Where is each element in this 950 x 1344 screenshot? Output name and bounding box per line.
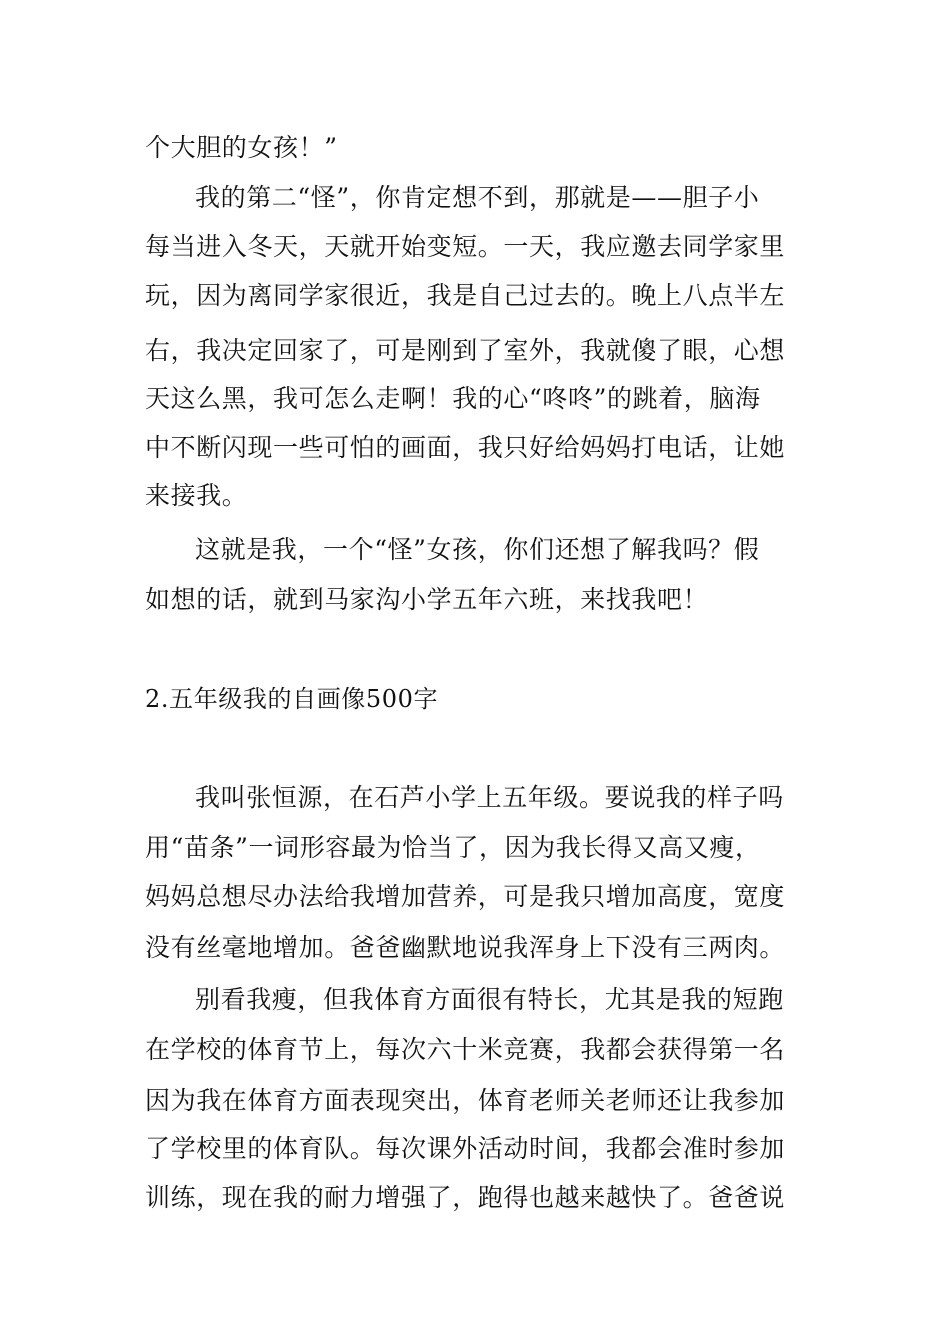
paragraph-line: 因为我在体育方面表现突出，体育老师关老师还让我参加 xyxy=(145,1086,786,1115)
paragraph-line: 右，我决定回家了，可是刚到了室外，我就傻了眼，心想 xyxy=(145,336,786,365)
paragraph-line: 来接我。 xyxy=(145,481,248,510)
paragraph-line: 我的第二“怪”，你肯定想不到，那就是——胆子小 xyxy=(195,183,760,212)
paragraph-line: 没有丝毫地增加。爸爸幽默地说我浑身上下没有三两肉。 xyxy=(145,933,786,962)
paragraph-line: 用“苗条”一词形容最为恰当了，因为我长得又高又瘦， xyxy=(145,833,761,862)
paragraph-line: 训练，现在我的耐力增强了，跑得也越来越快了。爸爸说 xyxy=(145,1183,786,1212)
paragraph-line: 了学校里的体育队。每次课外活动时间，我都会准时参加 xyxy=(145,1134,786,1163)
paragraph-line: 天这么黑，我可怎么走啊！我的心“咚咚”的跳着，脑海 xyxy=(145,384,761,413)
section-heading: 2.五年级我的自画像500字 xyxy=(145,685,439,713)
paragraph-line: 在学校的体育节上，每次六十米竞赛，我都会获得第一名 xyxy=(145,1035,786,1064)
paragraph-line: 别看我瘦，但我体育方面很有特长，尤其是我的短跑 xyxy=(195,985,784,1014)
paragraph-line: 如想的话，就到马家沟小学五年六班，来找我吧！ xyxy=(145,585,709,614)
paragraph-line: 妈妈总想尽办法给我增加营养，可是我只增加高度，宽度 xyxy=(145,882,786,911)
paragraph-line: 我叫张恒源，在石芦小学上五年级。要说我的样子吗 xyxy=(195,783,784,812)
paragraph-line: 中不断闪现一些可怕的画面，我只好给妈妈打电话，让她 xyxy=(145,433,786,462)
paragraph-line: 个大胆的女孩！” xyxy=(145,133,338,162)
paragraph-line: 这就是我，一个“怪”女孩，你们还想了解我吗？假 xyxy=(195,535,760,564)
paragraph-line: 玩，因为离同学家很近，我是自己过去的。晚上八点半左 xyxy=(145,281,786,310)
paragraph-line: 每当进入冬天，天就开始变短。一天，我应邀去同学家里 xyxy=(145,232,786,261)
